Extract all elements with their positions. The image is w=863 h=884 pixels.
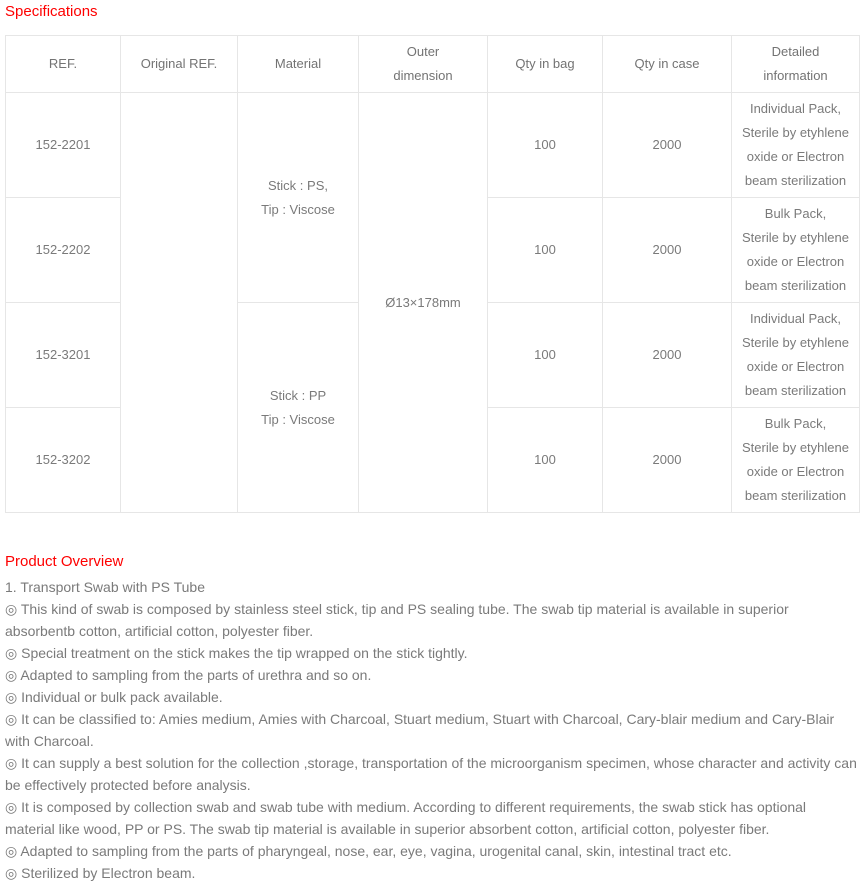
qty-in-case-cell: 2000 [603,408,732,513]
ref-cell: 152-2201 [6,93,121,198]
table-header-row [6,36,860,93]
detailed-information-cell: Bulk Pack, Sterile by etyhlene oxide or Electron beam sterilization [732,408,860,513]
bullseye-bullet-icon: ◎ [5,689,18,705]
ref-cell: 152-3201 [6,303,121,408]
product-overview-section [5,553,859,884]
qty-in-bag-cell: 100 [488,93,603,198]
overview-item-text: It is composed by collection swab and swab tube with medium. According to different requirements, the swab stick has optional material like wood, PP or PS. The swab tip material is available in superior absorbent cotton, artificial cotton, polyester fiber. [5,799,807,837]
overview-item [5,664,859,686]
overview-item-text: Special treatment on the stick makes the tip wrapped on the stick tightly. [21,645,468,661]
ref-cell: 152-2202 [6,198,121,303]
table-row [6,93,860,198]
col-header-ref: REF. [6,36,121,93]
bullseye-bullet-icon: ◎ [5,601,18,617]
bullseye-bullet-icon: ◎ [5,755,18,771]
overview-item [5,686,859,708]
qty-in-case-cell: 2000 [603,198,732,303]
product-overview-title: Product Overview [5,553,124,570]
overview-item-text: This kind of swab is composed by stainless steel stick, tip and PS sealing tube. The swab tip material is available in superior absorbentb cotton, artificial cotton, polyester fiber. [5,601,789,639]
overview-item [5,598,859,642]
qty-in-bag-cell: 100 [488,198,603,303]
overview-item-text: Adapted to sampling from the parts of urethra and so on. [20,667,372,683]
specifications-table [5,35,860,513]
original-ref-cell [121,93,238,513]
material-cell-ps: Stick : PS, Tip : Viscose [238,93,359,303]
col-header-qty-in-case: Qty in case [603,36,732,93]
overview-item-text: It can be classified to: Amies medium, Amies with Charcoal, Stuart medium, Stuart with Charcoal, Cary-blair medium and Cary-Blair with Charcoal. [5,711,835,749]
bullseye-bullet-icon: ◎ [5,843,18,859]
overview-item-text: Individual or bulk pack available. [21,689,223,705]
detailed-information-cell: Individual Pack, Sterile by etyhlene oxide or Electron beam sterilization [732,303,860,408]
bullseye-bullet-icon: ◎ [5,711,18,727]
overview-intro: 1. Transport Swab with PS Tube [5,579,205,595]
qty-in-bag-cell: 100 [488,408,603,513]
outer-dimension-cell: Ø13×178mm [359,93,488,513]
col-header-outer-dimension: Outer dimension [359,36,488,93]
qty-in-case-cell: 2000 [603,303,732,408]
specifications-title: Specifications [5,3,98,20]
qty-in-case-cell: 2000 [603,93,732,198]
bullseye-bullet-icon: ◎ [5,667,18,683]
col-header-qty-in-bag: Qty in bag [488,36,603,93]
col-header-material: Material [238,36,359,93]
detailed-information-cell: Bulk Pack, Sterile by etyhlene oxide or Electron beam sterilization [732,198,860,303]
bullseye-bullet-icon: ◎ [5,865,18,881]
ref-cell: 152-3202 [6,408,121,513]
material-cell-pp: Stick : PP Tip : Viscose [238,303,359,513]
overview-item [5,642,859,664]
overview-item-text: Sterilized by Electron beam. [21,865,196,881]
overview-item-text: It can supply a best solution for the collection ,storage, transportation of the microorganism specimen, whose character and activity can be effectively protected before analysis. [5,755,857,793]
overview-item [5,862,859,884]
bullseye-bullet-icon: ◎ [5,799,18,815]
overview-item [5,840,859,862]
overview-item [5,796,859,840]
detailed-information-cell: Individual Pack, Sterile by etyhlene oxide or Electron beam sterilization [732,93,860,198]
product-overview-body [5,576,859,884]
col-header-original-ref: Original REF. [121,36,238,93]
col-header-detailed-information: Detailed information [732,36,860,93]
bullseye-bullet-icon: ◎ [5,645,18,661]
overview-item [5,752,859,796]
overview-item [5,708,859,752]
qty-in-bag-cell: 100 [488,303,603,408]
overview-item-text: Adapted to sampling from the parts of pharyngeal, nose, ear, eye, vagina, urogenital canal, skin, intestinal tract etc. [20,843,732,859]
